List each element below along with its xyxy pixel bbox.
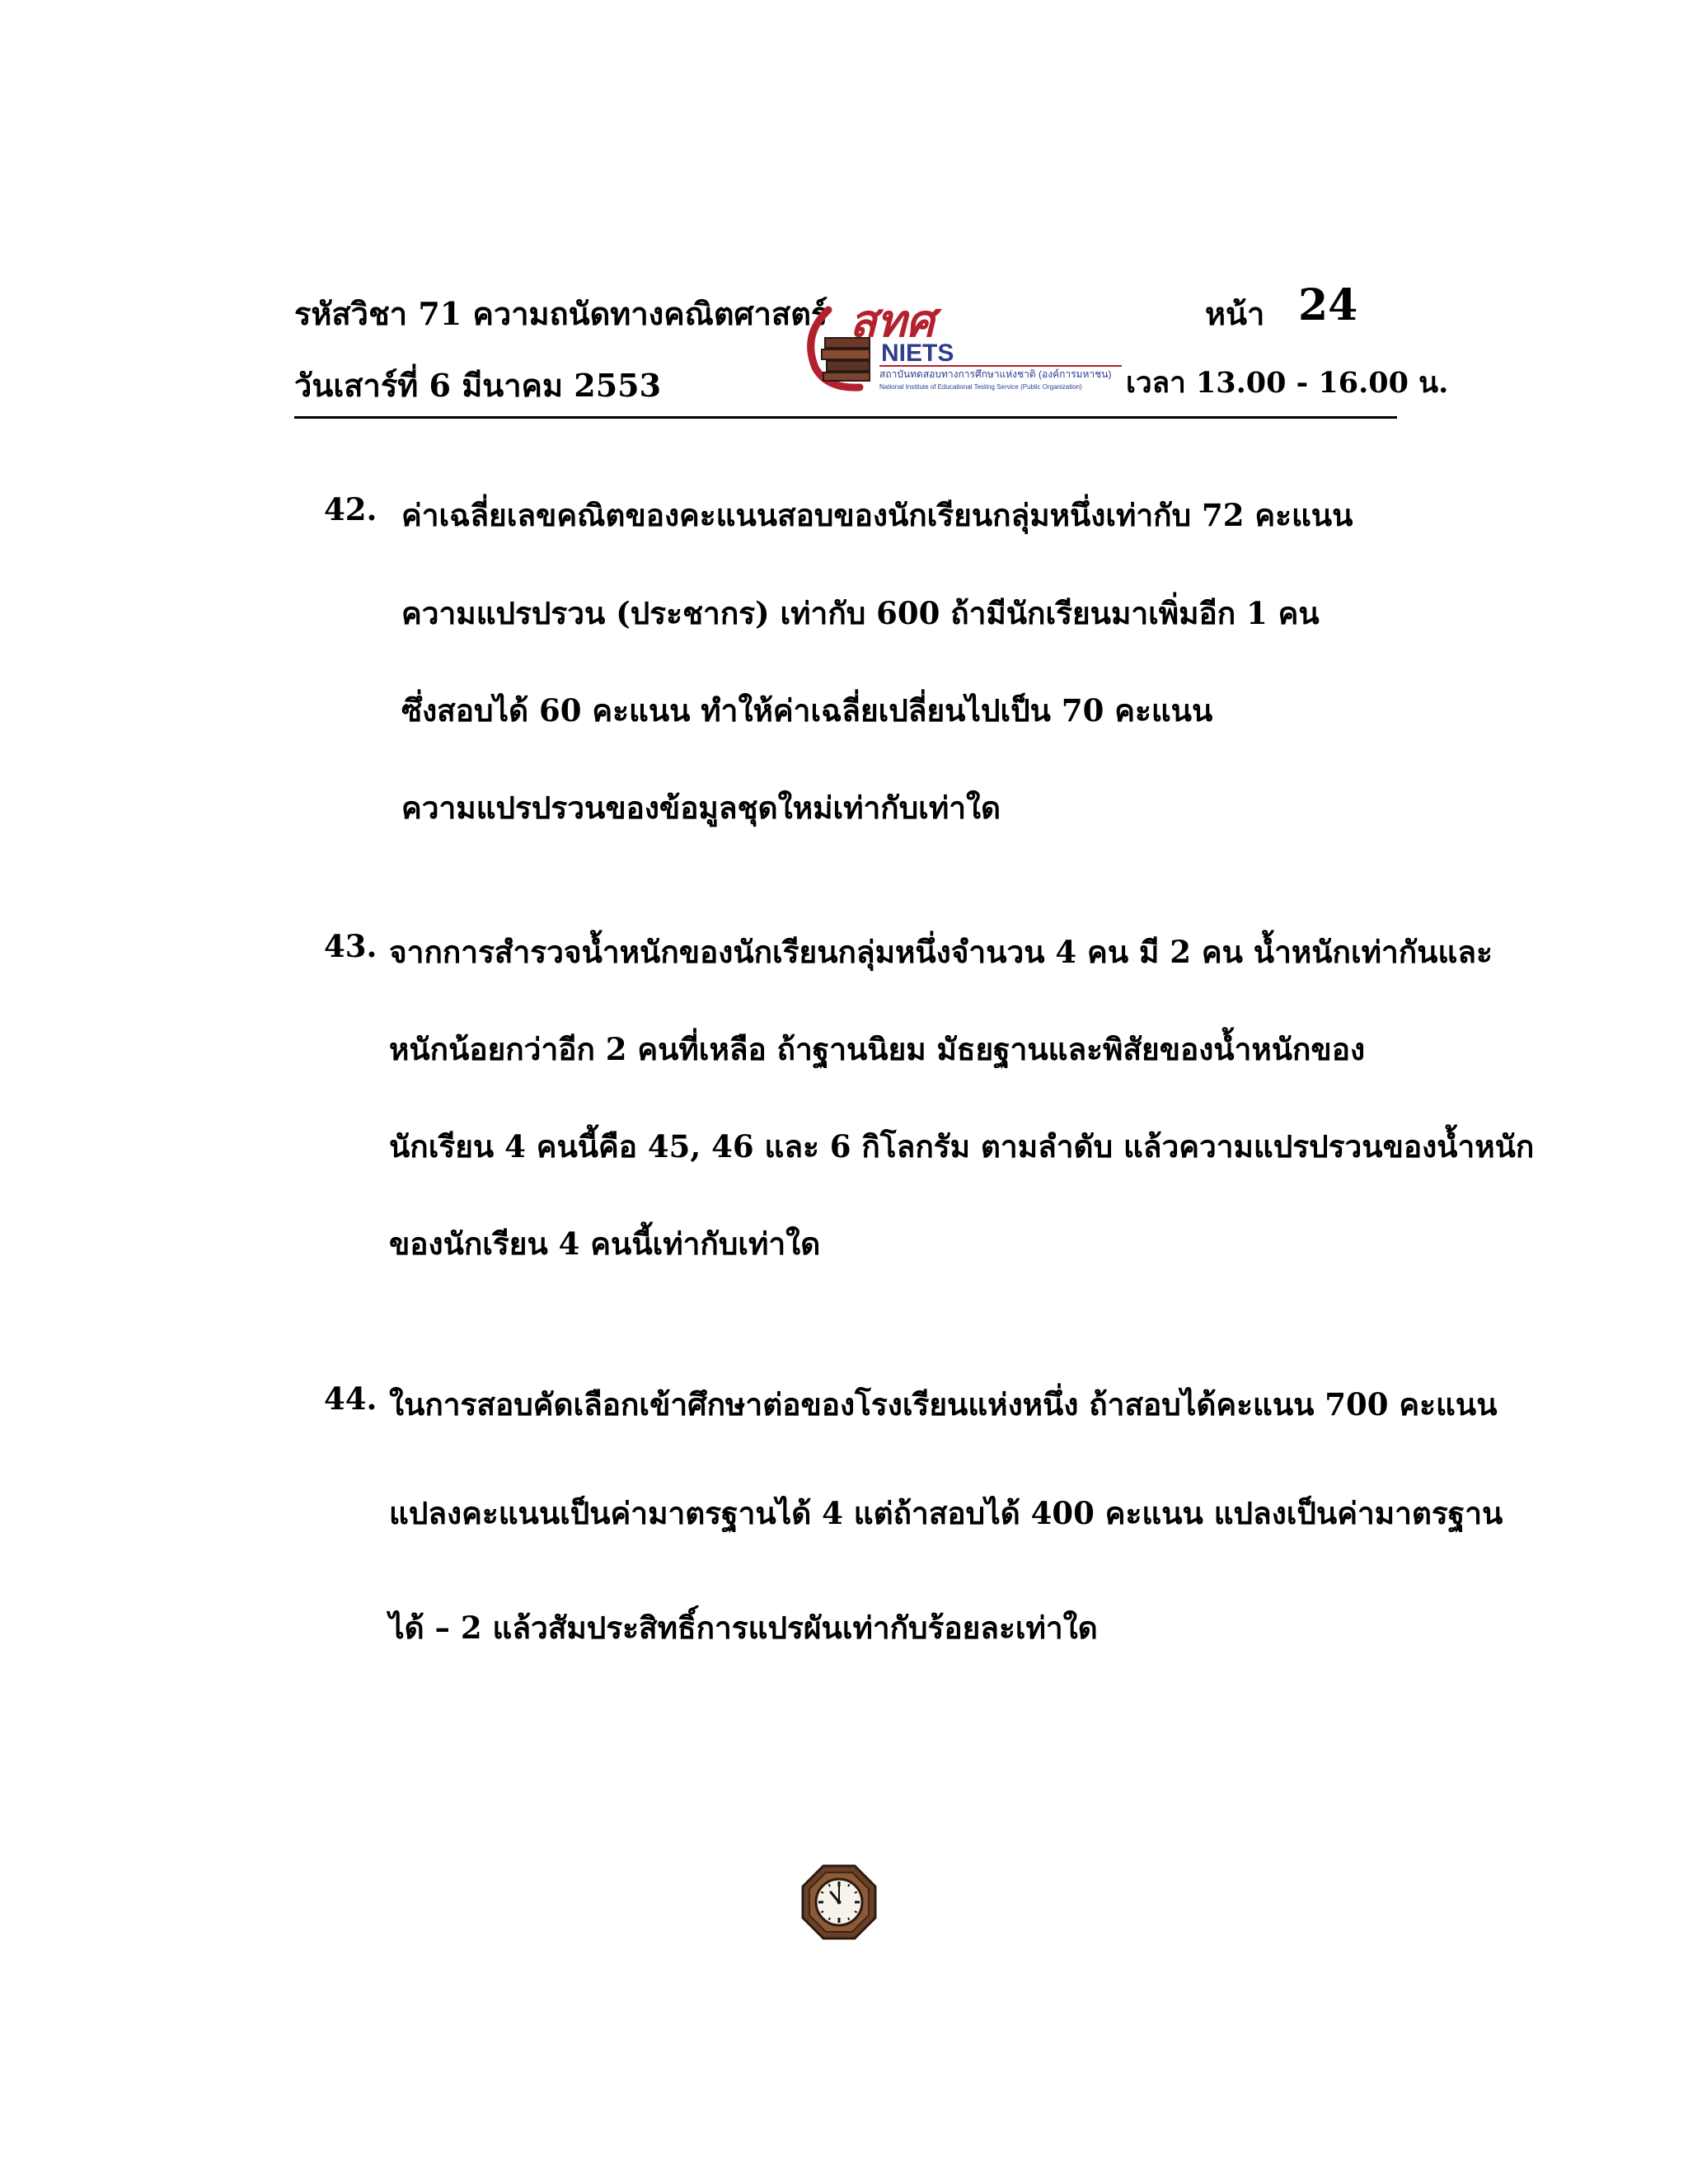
question-line: แปลงคะแนนเป็นค่ามาตรฐานได้ 4 แต่ถ้าสอบได้ 400 คะแนน แปลงเป็นค่ามาตรฐาน (389, 1495, 1503, 1531)
question-line: ได้ – 2 แล้วสัมประสิทธิ์การแปรผันเท่ากับร้อยละเท่าใด (389, 1610, 1098, 1646)
logo-org-en: National Institute of Educational Testing Service (Public Organization) (879, 383, 1082, 391)
clock-icon (801, 1864, 877, 1940)
question-line: ในการสอบคัดเลือกเข้าศึกษาต่อของโรงเรียนแห่งหนึ่ง ถ้าสอบได้คะแนน 700 คะแนน (389, 1386, 1498, 1422)
exam-time: เวลา 13.00 - 16.00 น. (1126, 366, 1449, 400)
question-line: ซึ่งสอบได้ 60 คะแนน ทำให้ค่าเฉลี่ยเปลี่ยนไปเป็น 70 คะแนน (401, 692, 1213, 729)
question-line: ค่าเฉลี่ยเลขคณิตของคะแนนสอบของนักเรียนกลุ่มหนึ่งเท่ากับ 72 คะแนน (401, 497, 1353, 533)
question-number: 44. (324, 1380, 377, 1417)
question-line: นักเรียน 4 คนนี้คือ 45, 46 และ 6 กิโลกรัม ตามลำดับ แล้วความแปรปรวนของน้ำหนัก (389, 1128, 1535, 1165)
niets-logo (795, 295, 1123, 392)
question-line: ความแปรปรวน (ประชากร) เท่ากับ 600 ถ้ามีนักเรียนมาเพิ่มอีก 1 คน (401, 595, 1320, 631)
logo-thai-initials: สทศ (850, 297, 935, 346)
question-line: ความแปรปรวนของข้อมูลชุดใหม่เท่ากับเท่าใด (401, 790, 1001, 826)
header-rule (294, 416, 1397, 419)
subject-code: รหัสวิชา 71 ความถนัดทางคณิตศาสตร์ (294, 295, 828, 332)
page-label: หน้า (1205, 295, 1265, 332)
exam-date: วันเสาร์ที่ 6 มีนาคม 2553 (294, 367, 662, 404)
question-number: 43. (324, 928, 377, 964)
logo-niets: NIETS (881, 340, 954, 367)
logo-org-thai: สถาบันทดสอบทางการศึกษาแห่งชาติ (องค์การมหาชน) (879, 368, 1112, 380)
question-line: จากการสำรวจน้ำหนักของนักเรียนกลุ่มหนึ่งจำนวน 4 คน มี 2 คน น้ำหนักเท่ากันและ (389, 934, 1493, 970)
question-line: หนักน้อยกว่าอีก 2 คนที่เหลือ ถ้าฐานนิยม มัธยฐานและพิสัยของน้ำหนักของ (389, 1031, 1366, 1067)
question-number: 42. (324, 491, 377, 527)
question-line: ของนักเรียน 4 คนนี้เท่ากับเท่าใด (389, 1226, 821, 1262)
page-number: 24 (1298, 280, 1358, 330)
niets-logo-icon (795, 295, 1123, 392)
